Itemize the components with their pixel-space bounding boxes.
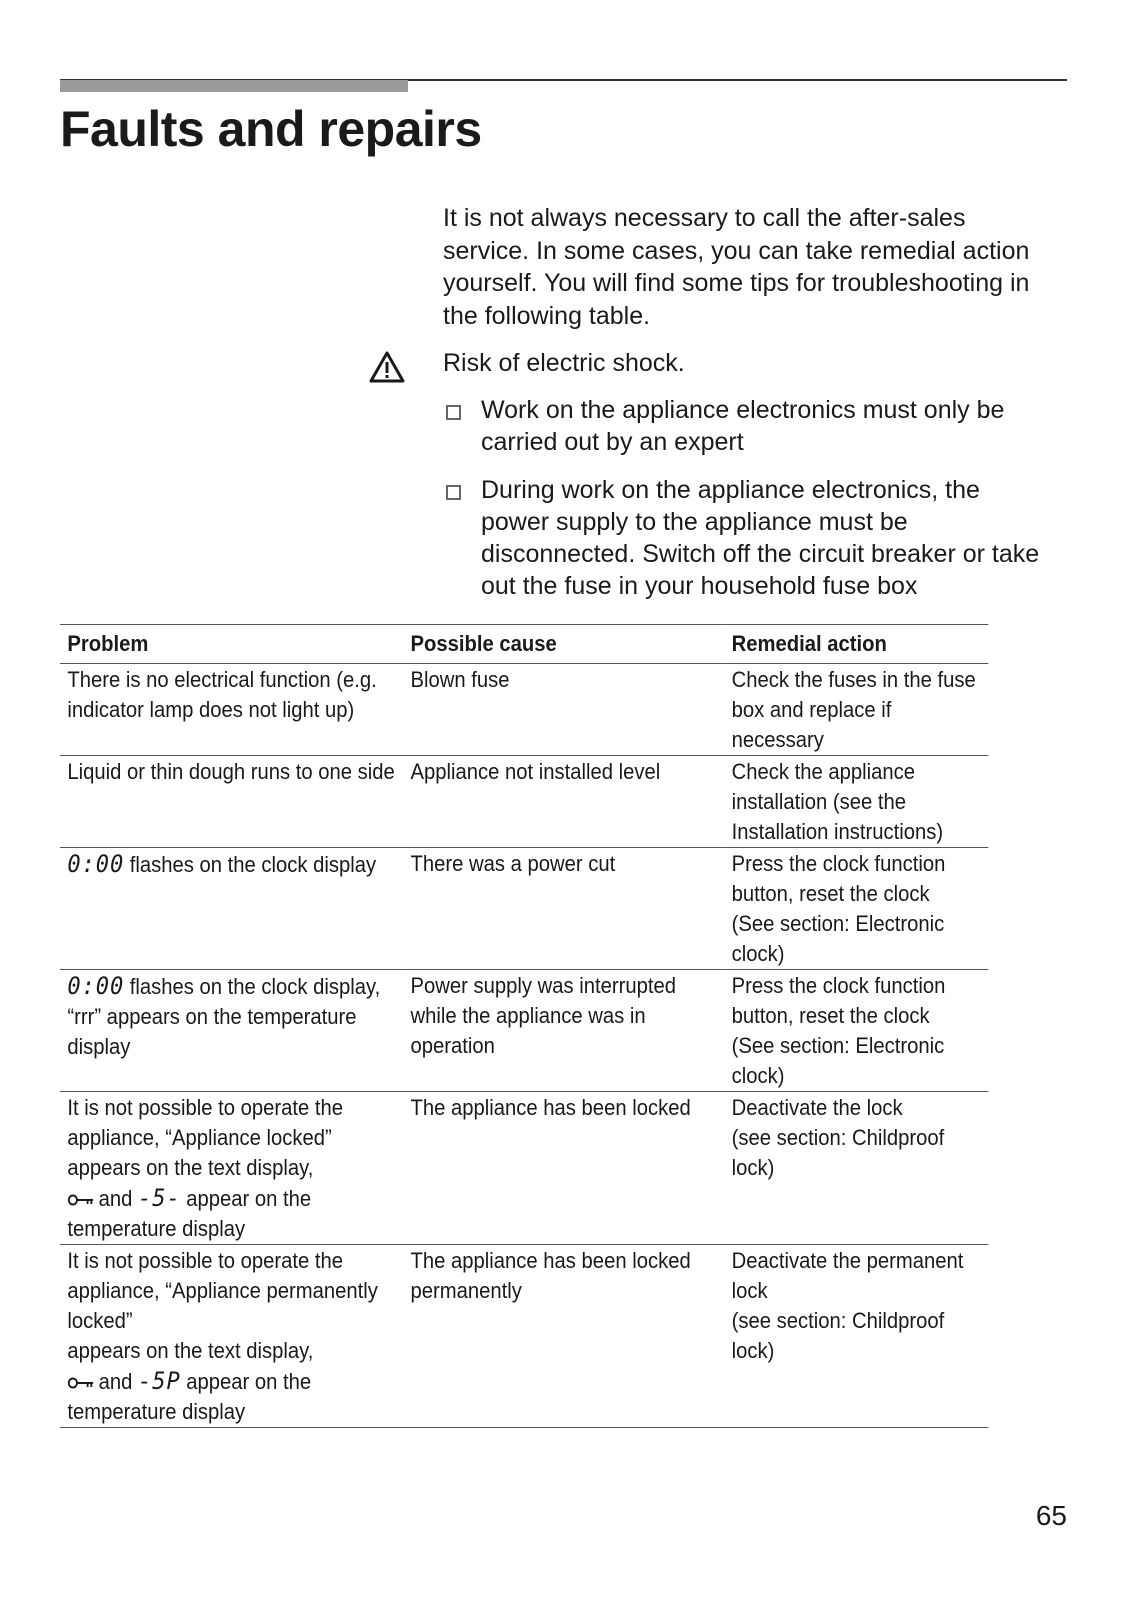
page-title: Faults and repairs xyxy=(60,101,482,157)
header-accent-bar xyxy=(60,80,408,92)
cause-cell: There was a power cut xyxy=(403,848,724,970)
action-cell: Check the appliance installation (see the Installation instructions) xyxy=(724,756,988,848)
cause-cell: The appliance has been locked xyxy=(403,1092,724,1245)
warning-text: Risk of electric shock. xyxy=(443,349,685,377)
table-row xyxy=(60,664,988,756)
key-icon xyxy=(67,1376,95,1390)
cause-cell: Blown fuse xyxy=(403,664,724,756)
problem-cell: Liquid or thin dough runs to one side xyxy=(60,756,403,848)
action-cell: Press the clock function button, reset the clock (See section: Electronic clock) xyxy=(724,848,988,970)
problem-cell: 0:00 flashes on the clock display, “rrr” appears on the temperature display xyxy=(60,970,403,1092)
action-cell: Deactivate the permanent lock (see section: Childproof lock) xyxy=(724,1245,988,1428)
bullet-square-icon xyxy=(446,485,461,500)
column-header-action: Remedial action xyxy=(724,625,988,664)
problem-cell: It is not possible to operate the appliance, “Appliance permanently locked” appears on the text display, and -5P appear on the temperature display xyxy=(60,1245,403,1428)
warning-bullet: Work on the appliance electronics must only be carried out by an expert xyxy=(443,394,1053,458)
cause-cell: Appliance not installed level xyxy=(403,756,724,848)
problem-cell: It is not possible to operate the appliance, “Appliance locked” appears on the text display, and -5- appear on the temperature display xyxy=(60,1092,403,1245)
intro-paragraph: It is not always necessary to call the after-sales service. In some cases, you can take remedial action yourself. You will find some tips for troubleshooting in the following table. xyxy=(443,204,1030,330)
table-row xyxy=(60,756,988,848)
action-cell: Deactivate the lock (see section: Childproof lock) xyxy=(724,1092,988,1245)
page-number: 65 xyxy=(1035,1500,1067,1531)
bullet-square-icon xyxy=(446,405,461,420)
warning-triangle-icon xyxy=(368,350,406,384)
warning-bullet: During work on the appliance electronics, the power supply to the appliance must be disconnected. Switch off the circuit breaker or take out the fuse in your household fuse box xyxy=(443,474,1053,602)
warning-bullet-list xyxy=(443,394,1053,618)
column-header-cause: Possible cause xyxy=(403,625,724,664)
table-row xyxy=(60,848,988,970)
action-cell: Press the clock function button, reset the clock (See section: Electronic clock) xyxy=(724,970,988,1092)
problem-cell: There is no electrical function (e.g. indicator lamp does not light up) xyxy=(60,664,403,756)
lock-display-readout: -5- xyxy=(138,1184,181,1212)
clock-display-readout: 0:00 xyxy=(67,972,125,1000)
problem-cell: 0:00 flashes on the clock display xyxy=(60,848,403,970)
clock-display-readout: 0:00 xyxy=(67,850,125,878)
table-row xyxy=(60,1092,988,1245)
table-row xyxy=(60,1245,988,1428)
column-header-problem: Problem xyxy=(60,625,403,664)
table-header-row xyxy=(60,625,988,664)
cause-cell: Power supply was interrupted while the appliance was in operation xyxy=(403,970,724,1092)
key-icon xyxy=(67,1193,95,1207)
cause-cell: The appliance has been locked permanently xyxy=(403,1245,724,1428)
permanent-lock-display-readout: -5P xyxy=(138,1367,181,1395)
table-row xyxy=(60,970,988,1092)
troubleshooting-table xyxy=(60,624,988,1428)
action-cell: Check the fuses in the fuse box and replace if necessary xyxy=(724,664,988,756)
